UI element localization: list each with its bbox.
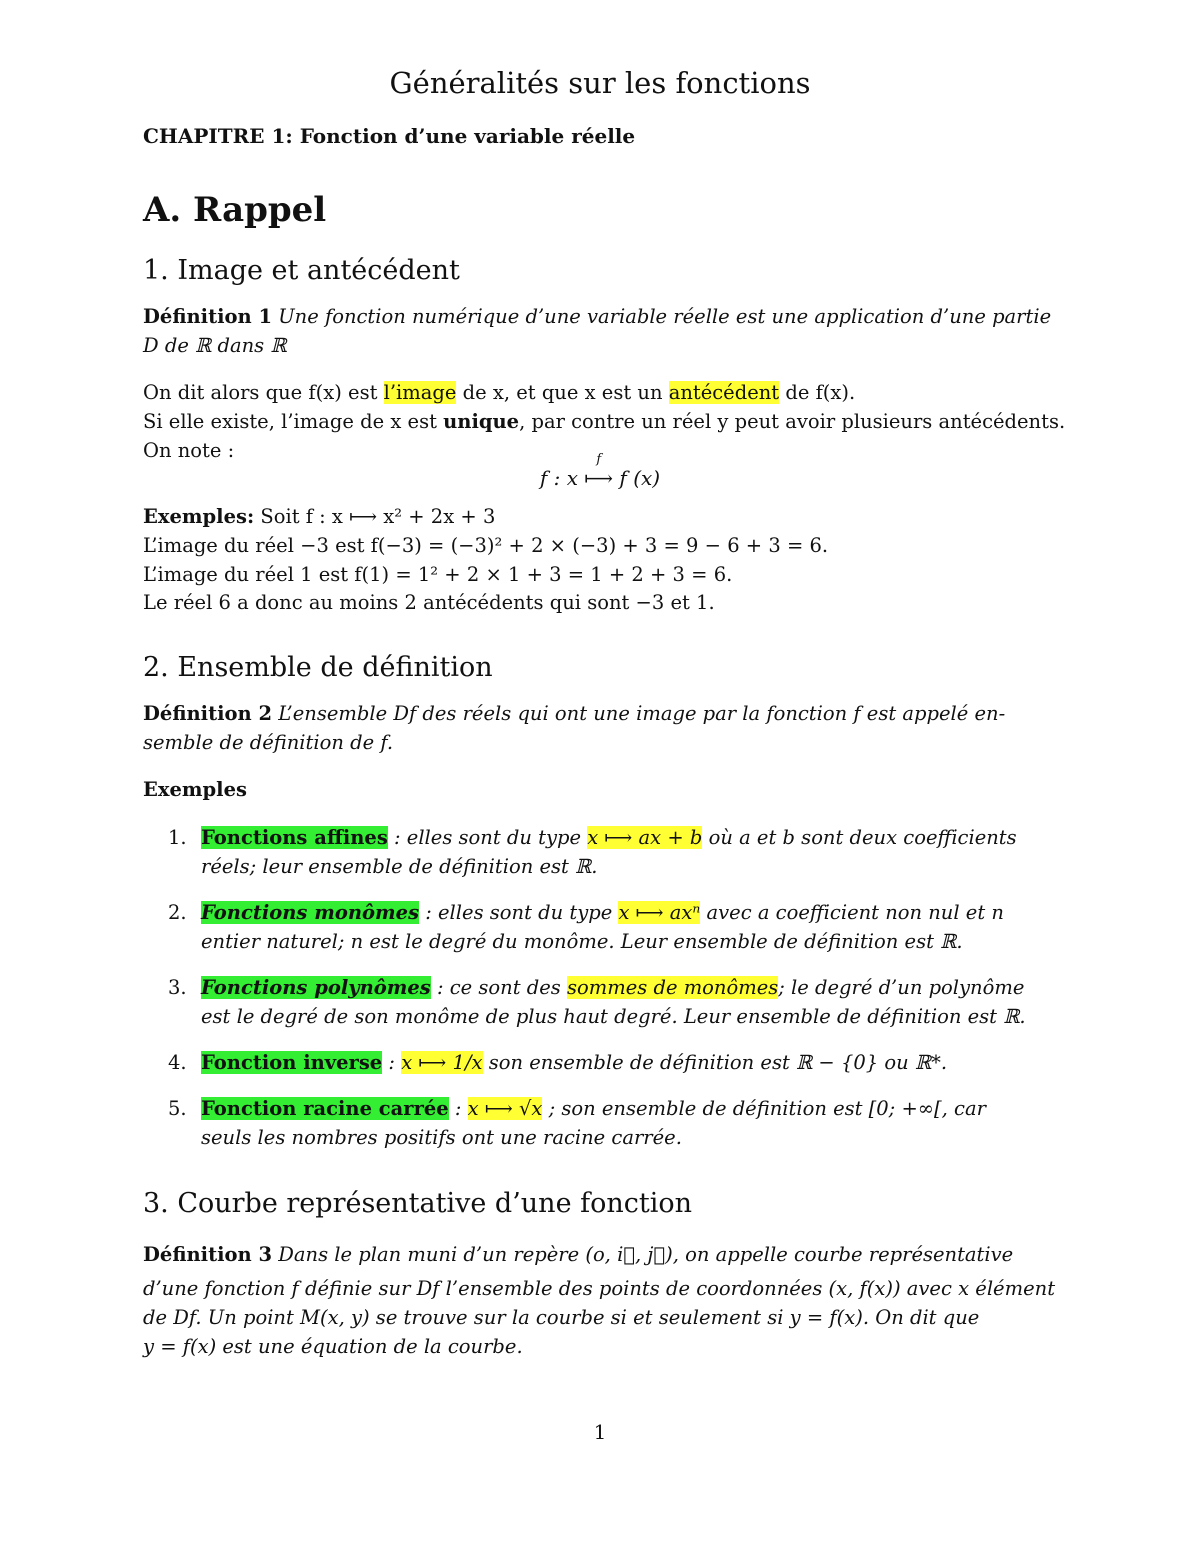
example-line: L’image du réel −3 est f(−3) = (−3)² + 2 × (−3) + 3 = 9 − 6 + 3 = 6. — [143, 534, 829, 557]
highlight-green: Fonctions affines — [201, 826, 388, 849]
list-number: 1. — [168, 826, 187, 849]
definition-label: Définition 3 — [143, 1243, 273, 1266]
list-number: 2. — [168, 901, 187, 924]
subsection-heading-3: 3. Courbe représentative d’une fonction — [143, 1188, 693, 1219]
highlight-green: Fonction racine carrée — [201, 1097, 449, 1120]
text-run: de f(x). — [779, 381, 856, 404]
definition-text-cont: de Df. Un point M(x, y) se trouve sur la courbe si et seulement si y = f(x). On dit que — [143, 1306, 980, 1329]
definition-3 — [143, 1243, 1013, 1266]
highlight: x ⟼ √x — [467, 1097, 543, 1120]
formula — [0, 452, 1200, 490]
definition-text-cont: semble de définition de f. — [143, 731, 394, 754]
text-run: : — [448, 1097, 468, 1120]
list-item — [201, 1051, 947, 1074]
text-run: : elles sont du type — [387, 826, 588, 849]
list-item — [201, 1097, 986, 1120]
example-line: Le réel 6 a donc au moins 2 antécédents qui sont −3 et 1. — [143, 591, 715, 614]
text-run: , par contre un réel y peut avoir plusieurs antécédents. — [519, 410, 1066, 433]
formula-arrow: ⟼ — [584, 466, 614, 490]
highlight-green: Fonctions polynômes — [201, 976, 431, 999]
text-run: ; son ensemble de définition est [0; +∞[, car — [542, 1097, 986, 1120]
text-run: Soit f : x ⟼ x² + 2x + 3 — [254, 505, 496, 528]
highlight: x ⟼ ax + b — [587, 826, 703, 849]
list-item-cont: entier naturel; n est le degré du monôme. Leur ensemble de définition est ℝ. — [201, 930, 963, 953]
text-run: Si elle existe, l’image de x est — [143, 410, 444, 433]
definition-text-cont: D de ℝ dans ℝ — [143, 334, 287, 357]
paragraph — [143, 381, 855, 404]
text-run: son ensemble de définition est ℝ − {0} ou ℝ*. — [482, 1051, 948, 1074]
highlight: sommes de monômes — [567, 976, 779, 999]
text-run: On dit alors que f(x) est — [143, 381, 384, 404]
example-line: L’image du réel 1 est f(1) = 1² + 2 × 1 + 3 = 1 + 2 + 3 = 6. — [143, 563, 733, 586]
list-item-cont: est le degré de son monôme de plus haut degré. Leur ensemble de définition est ℝ. — [201, 1005, 1026, 1028]
list-item — [201, 826, 1017, 849]
formula-part: f : x — [539, 466, 585, 490]
definition-label: Définition 2 — [143, 702, 273, 725]
page-number: 1 — [593, 1420, 607, 1444]
highlight-green: Fonction inverse — [201, 1051, 383, 1074]
list-item — [201, 976, 1024, 999]
text-run: de x, et que x est un — [456, 381, 669, 404]
list-item-cont: réels; leur ensemble de définition est ℝ. — [201, 855, 598, 878]
list-number: 5. — [168, 1097, 187, 1120]
definition-label: Définition 1 — [143, 305, 273, 328]
text-run: où a et b sont deux coefficients — [702, 826, 1017, 849]
section-heading: A. Rappel — [143, 190, 327, 230]
definition-1 — [143, 305, 1051, 328]
definition-text: Une fonction numérique d’une variable réelle est une application d’une partie — [278, 305, 1052, 328]
examples-line — [143, 505, 495, 528]
definition-2 — [143, 702, 1005, 725]
examples-label: Exemples — [143, 778, 247, 801]
highlight: antécédent — [668, 381, 780, 404]
list-number: 4. — [168, 1051, 187, 1074]
chapter-heading: CHAPITRE 1: Fonction d’une variable réelle — [143, 124, 636, 148]
text-run: : — [382, 1051, 402, 1074]
formula-part: f (x) — [613, 466, 661, 490]
text-run: : ce sont des — [430, 976, 567, 999]
list-item — [201, 901, 1004, 924]
list-item-cont: seuls les nombres positifs ont une racine carrée. — [201, 1126, 682, 1149]
definition-text: Dans le plan muni d’un repère (o, i⃗, j⃗), on appelle courbe représentative — [278, 1243, 1014, 1266]
text-run: ; le degré d’un polynôme — [778, 976, 1025, 999]
highlight-green: Fonctions monômes — [201, 901, 420, 924]
formula-arrow-label: f — [596, 452, 602, 467]
document-title: Généralités sur les fonctions — [389, 66, 811, 100]
definition-text-cont: d’une fonction f définie sur Df l’ensemble des points de coordonnées (x, f(x)) avec x élément — [143, 1277, 1056, 1300]
subsection-heading-1: 1. Image et antécédent — [143, 255, 460, 286]
paragraph: On note : — [143, 439, 235, 462]
list-number: 3. — [168, 976, 187, 999]
highlight: l’image — [383, 381, 457, 404]
text-run: : elles sont du type — [419, 901, 619, 924]
subsection-heading-2: 2. Ensemble de définition — [143, 652, 493, 683]
definition-text-cont: y = f(x) est une équation de la courbe. — [143, 1335, 523, 1358]
highlight: x ⟼ 1/x — [401, 1051, 483, 1074]
highlight: x ⟼ axⁿ — [618, 901, 701, 924]
text-run: avec a coefficient non nul et n — [700, 901, 1004, 924]
paragraph — [143, 410, 1065, 433]
definition-text: L’ensemble Df des réels qui ont une image par la fonction f est appelé en- — [278, 702, 1006, 725]
bold-text: unique — [443, 410, 520, 433]
examples-label: Exemples: — [143, 505, 255, 528]
